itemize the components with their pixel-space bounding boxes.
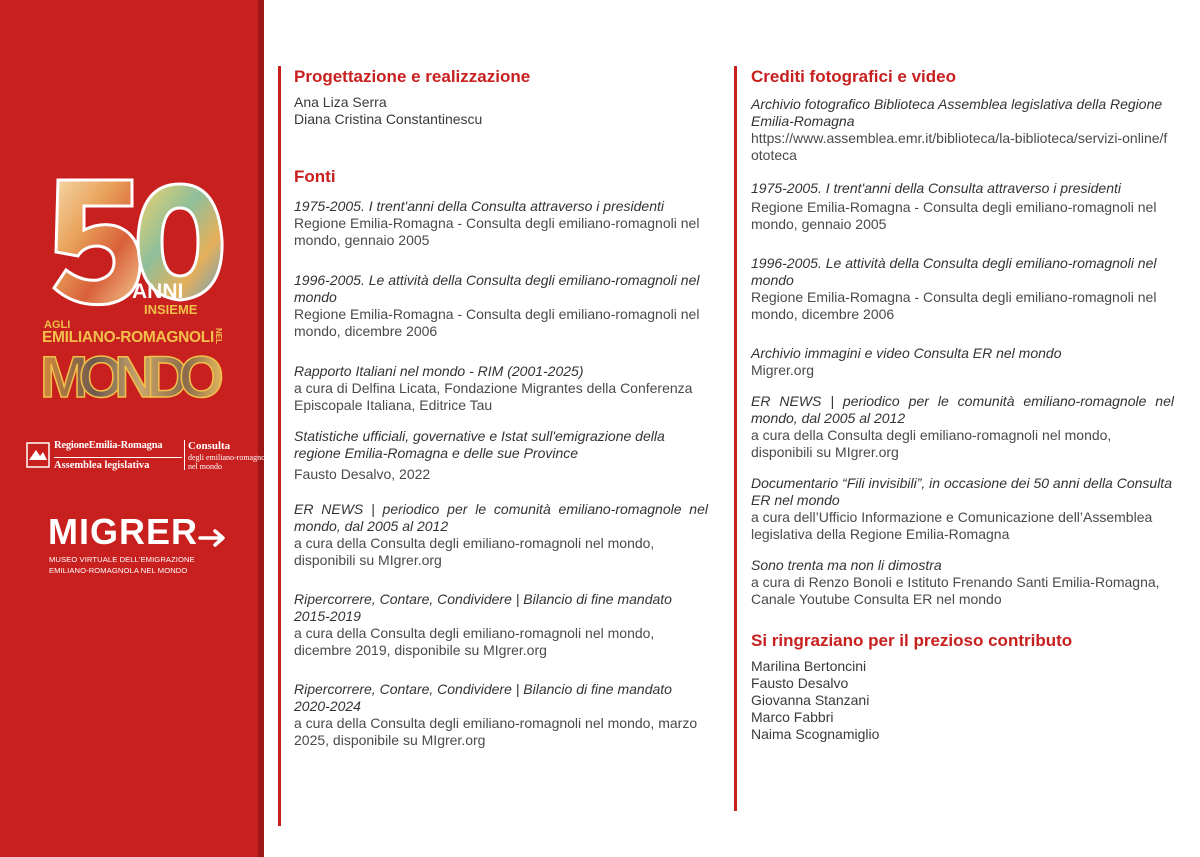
source-title: 1975-2005. I trent'anni della Consulta attraverso i presidenti bbox=[294, 198, 665, 214]
source-entry bbox=[294, 272, 708, 340]
credit-title: 1996-2005. Le attività della Consulta degli emiliano-romagnoli nel mondo bbox=[751, 255, 1157, 288]
credit-note: Migrer.org bbox=[751, 362, 815, 378]
credit-note: Regione Emilia-Romagna - Consulta degli emiliano-romagnoli nel mondo, gennaio 2005 bbox=[751, 199, 1157, 232]
source-note: Fausto Desalvo, 2022 bbox=[294, 466, 431, 482]
credit-entry bbox=[751, 255, 1174, 323]
credit-note: Regione Emilia-Romagna - Consulta degli emiliano-romagnoli nel mondo, dicembre 2006 bbox=[751, 289, 1157, 322]
source-note: a cura della Consulta degli emiliano-romagnoli nel mondo, marzo 2025, disponibile su MIgrer.org bbox=[294, 715, 698, 748]
migrer-subtitle-1: MUSEO VIRTUALE DELL'EMIGRAZIONE bbox=[49, 555, 195, 564]
source-note: Regione Emilia-Romagna - Consulta degli emiliano-romagnoli nel mondo, dicembre 2006 bbox=[294, 306, 700, 339]
assembly-divider bbox=[184, 440, 185, 470]
credit-note: a cura della Consulta degli emiliano-romagnoli nel mondo, disponibili su MIgrer.org bbox=[751, 427, 1112, 460]
source-note: a cura della Consulta degli emiliano-romagnoli nel mondo, dicembre 2019, disponibile su MIgrer.org bbox=[294, 625, 655, 658]
credit-entry bbox=[751, 178, 1174, 233]
sidebar-edge bbox=[258, 0, 264, 857]
left-column bbox=[278, 66, 708, 826]
section-title-progettazione: Progettazione e realizzazione bbox=[294, 67, 531, 86]
digit-five-shape bbox=[54, 180, 140, 305]
thanks-name: Marco Fabbri bbox=[751, 709, 834, 725]
logo-agli: AGLI bbox=[44, 319, 71, 331]
logo-emiliano: EMILIANO-ROMAGNOLI bbox=[42, 329, 214, 346]
arrow-right-icon bbox=[198, 514, 228, 554]
consulta-sub-line1: degli emiliano-romagnoli bbox=[188, 453, 270, 462]
source-entry bbox=[294, 198, 708, 249]
assembly-logo bbox=[26, 440, 270, 474]
migrer-wordmark: MIGRER bbox=[48, 511, 198, 552]
assembly-legislativa: Assemblea legislativa bbox=[54, 457, 182, 471]
credit-name: Ana Liza Serra bbox=[294, 94, 387, 110]
anniversary-logo bbox=[40, 178, 230, 403]
thanks-name: Naima Scognamiglio bbox=[751, 726, 880, 742]
consulta-title: Consulta bbox=[188, 440, 231, 452]
source-entry bbox=[294, 501, 708, 569]
source-title: Ripercorrere, Contare, Condividere | Bilancio di fine mandato 2015-2019 bbox=[294, 591, 672, 624]
sidebar bbox=[0, 0, 262, 857]
logo-insieme: INSIEME bbox=[144, 302, 198, 317]
logo-nel: NEL bbox=[214, 328, 223, 344]
credit-title: 1975-2005. I trent'anni della Consulta attraverso i presidenti bbox=[751, 180, 1122, 196]
consulta-sub-line2: nel mondo bbox=[188, 462, 222, 471]
credit-title: Documentario “Fili invisibili”, in occasione dei 50 anni della Consulta ER nel mondo bbox=[751, 475, 1172, 508]
region-emblem-icon bbox=[26, 442, 50, 468]
assembly-region-name: RegioneEmilia-Romagna bbox=[54, 440, 163, 451]
section-title-crediti: Crediti fotografici e video bbox=[751, 67, 956, 86]
section-title-ringraziamenti: Si ringraziano per il prezioso contributo bbox=[751, 631, 1073, 650]
source-title: ER NEWS | periodico per le comunità emiliano-romagnole nel mondo, dal 2005 al 2012 bbox=[294, 501, 708, 534]
credit-name: Diana Cristina Constantinescu bbox=[294, 111, 483, 127]
credit-entry bbox=[751, 345, 1174, 379]
migrer-subtitle-2: EMILIANO-ROMAGNOLA NEL MONDO bbox=[49, 566, 188, 575]
credit-entry bbox=[751, 557, 1174, 608]
thanks-name: Fausto Desalvo bbox=[751, 675, 849, 691]
source-entry bbox=[294, 591, 708, 659]
source-note: a cura della Consulta degli emiliano-romagnoli nel mondo, disponibili su MIgrer.org bbox=[294, 535, 655, 568]
source-title: Statistiche ufficiali, governative e Istat sull'emigrazione della regione Emilia-Romagna e delle sue Province bbox=[294, 428, 665, 461]
credit-title: ER NEWS | periodico per le comunità emiliano-romagnole nel mondo, dal 2005 al 2012 bbox=[751, 393, 1174, 426]
logo-anni: ANNI bbox=[132, 280, 184, 303]
source-entry bbox=[294, 681, 708, 749]
source-title: Ripercorrere, Contare, Condividere | Bilancio di fine mandato 2020-2024 bbox=[294, 681, 672, 714]
source-note: a cura di Delfina Licata, Fondazione Migrantes della Conferenza Episcopale Italiana, Editrice Tau bbox=[294, 380, 693, 413]
migrer-logo bbox=[48, 512, 248, 582]
credit-entry bbox=[751, 475, 1174, 543]
consulta-subtitle bbox=[188, 453, 270, 471]
credit-entry bbox=[751, 96, 1174, 164]
credit-title: Archivio immagini e video Consulta ER nel mondo bbox=[751, 345, 1062, 361]
credit-title: Sono trenta ma non li dimostra bbox=[751, 557, 942, 573]
source-entry bbox=[294, 428, 708, 483]
thanks-name: Marilina Bertoncini bbox=[751, 658, 867, 674]
credit-note: a cura dell’Ufficio Informazione e Comunicazione dell’Assemblea legislativa della Regione Emilia-Romagna bbox=[751, 509, 1153, 542]
thanks-name: Giovanna Stanzani bbox=[751, 692, 870, 708]
source-entry bbox=[294, 363, 708, 414]
source-title: 1996-2005. Le attività della Consulta degli emiliano-romagnoli nel mondo bbox=[294, 272, 700, 305]
source-title: Rapporto Italiani nel mondo - RIM (2001-2025) bbox=[294, 363, 584, 379]
section-title-fonti: Fonti bbox=[294, 167, 336, 186]
credit-note: https://www.assemblea.emr.it/biblioteca/la-biblioteca/servizi-online/fototeca bbox=[751, 130, 1168, 163]
right-column bbox=[734, 66, 1174, 811]
source-note: Regione Emilia-Romagna - Consulta degli emiliano-romagnoli nel mondo, gennaio 2005 bbox=[294, 215, 700, 248]
credit-title: Archivio fotografico Biblioteca Assemblea legislativa della Regione Emilia-Romagna bbox=[751, 96, 1163, 129]
credit-note: a cura di Renzo Bonoli e Istituto Frenando Santi Emilia-Romagna, Canale Youtube Consulta ER nel mondo bbox=[751, 574, 1160, 607]
credit-entry bbox=[751, 393, 1174, 461]
logo-mondo: MONDO bbox=[40, 345, 222, 403]
